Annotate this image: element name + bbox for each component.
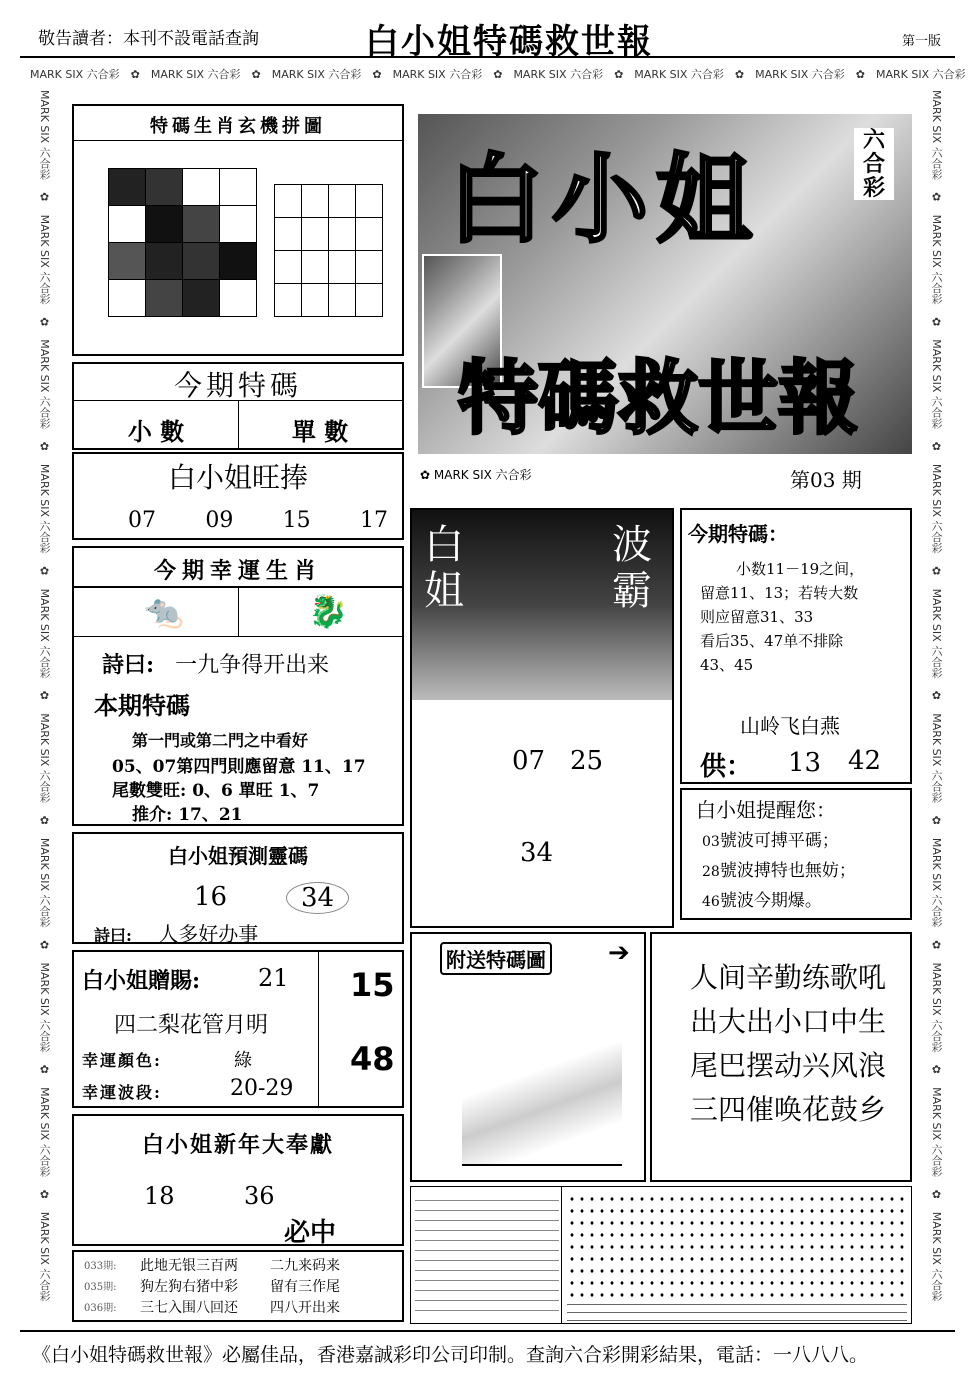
this-issue-box: [72, 362, 404, 450]
reminder-line: 28號波搏特也無妨；: [702, 861, 856, 881]
footer: [20, 1330, 955, 1372]
results-bottom-rows: [567, 1297, 907, 1321]
bo-ba-extra: 34: [520, 838, 554, 868]
zodiac-dragon-icon: 🐉: [308, 592, 348, 630]
verse-line: 三四催唤花鼓乡: [690, 1093, 887, 1126]
results-dot-grid: [567, 1193, 907, 1297]
this-issue-right: 單 數: [291, 417, 349, 446]
poem-label: 詩曰:: [102, 652, 155, 678]
supply-number: 42: [848, 746, 882, 776]
verse-lines: [690, 956, 886, 1132]
flower-icon: ✿: [420, 468, 431, 482]
this-issue-title: 今期特碼: [173, 369, 302, 402]
gift-phrase: 四二梨花管月明: [114, 1013, 269, 1038]
footer-text: 《白小姐特碼救世報》必屬佳品，香港嘉誠彩印公司印制。查詢六合彩開彩結果，電話：一八八八。: [32, 1344, 869, 1366]
tip-line: 小数11－19之间，: [736, 560, 865, 578]
attached-drawing: [462, 1014, 622, 1166]
top-border-text: MARK SIX 六合彩 ✿ MARK SIX 六合彩 ✿ MARK SIX 六合彩 ✿ MARK SIX 六合彩 ✿ MARK SIX 六合彩 ✿ MARK SIX 六合彩 ✿ MARK SIX 六合彩 ✿ MARK SIX 六合彩: [30, 68, 966, 81]
history-row: 035期: 狗左狗右猪中彩 留有三作尾: [84, 1279, 340, 1295]
must-win-stamp: 必中: [284, 1218, 337, 1248]
bo-ba-number: 25: [570, 746, 604, 776]
attached-picture-box: [410, 932, 646, 1182]
mark-six-logo: ✿ MARK SIX 六合彩: [420, 468, 532, 482]
banner: [412, 104, 918, 494]
gift-right-number: 48: [350, 1040, 395, 1078]
reminder-box: [680, 788, 912, 920]
analysis-line-1: 第一門或第二門之中看好: [132, 731, 309, 750]
lucky-color-label: 幸運顏色:: [82, 1051, 162, 1070]
poem-text: 一九争得开出来: [175, 653, 330, 678]
bo-ba-number: 07: [512, 746, 546, 776]
history-box: [72, 1250, 404, 1322]
right-border-text: MARK SIX 六合彩 ✿ MARK SIX 六合彩 ✿ MARK SIX 六合彩 ✿ MARK SIX 六合彩 ✿ MARK SIX 六合彩 ✿ MARK SIX 六合彩 ✿ MARK SIX 六合彩 ✿ MARK SIX 六合彩 ✿ MARK SIX 六合彩 ✿ MARK SIX 六合彩: [930, 90, 943, 1302]
masthead-title: 白小姐特碼救世報: [365, 22, 653, 62]
results-table: [410, 1186, 912, 1324]
attached-title: 附送特碼圖: [440, 942, 552, 975]
lucky-wave-label: 幸運波段:: [82, 1083, 162, 1102]
tip-line: 43、45: [700, 656, 754, 674]
new-year-number: 36: [244, 1182, 275, 1210]
this-issue-left: 小 數: [127, 417, 185, 446]
predict-number: 16: [194, 882, 228, 912]
lucky-zodiac-title: 今期幸運生肖: [153, 558, 322, 584]
arrow-right-icon: ➔: [608, 938, 630, 968]
tip-line: 留意11、13；若转大数: [700, 584, 859, 602]
tip-box: [680, 508, 912, 784]
verse-line: 尾巴摆动兴风浪: [690, 1049, 887, 1082]
bo-ba-left: 白姐: [424, 522, 464, 614]
number: 15: [282, 508, 311, 533]
wang-bang-title: 白小姐旺捧: [167, 461, 308, 494]
bo-ba-box: [410, 508, 674, 928]
supply-label: 供：: [700, 752, 753, 782]
predict-title: 白小姐預測靈碼: [168, 844, 308, 868]
gift-number: 21: [258, 964, 289, 992]
wang-bang-box: [72, 452, 404, 540]
analysis-line-4: 推介: 17、21: [132, 805, 243, 825]
banner-brand: 六合彩: [854, 128, 894, 200]
banner-title-1: 白小姐: [448, 143, 760, 256]
reminder-title: 白小姐提醒您：: [696, 798, 836, 822]
puzzle-grid-right: [274, 184, 383, 317]
supply-number: 13: [788, 748, 822, 778]
new-year-title: 白小姐新年大奉獻: [141, 1132, 334, 1158]
zodiac-puzzle-box: [72, 104, 404, 356]
tip-title: 今期特碼：: [688, 522, 788, 546]
edition-label: 第一版: [901, 34, 941, 49]
poem-line: [102, 648, 329, 679]
analysis-line-3: 尾數雙旺: 0、6 單旺 1、7: [112, 781, 320, 801]
number: 17: [359, 508, 388, 533]
gift-box: [72, 950, 404, 1108]
results-left-rows: [415, 1191, 559, 1319]
history-row: 033期: 此地无银三百两 二九来码来: [84, 1258, 340, 1274]
lucky-wave-value: 20-29: [230, 1076, 294, 1101]
lucky-color-value: 綠: [234, 1050, 252, 1071]
reader-notice: 敬告讀者：本刊不設電話查詢: [38, 29, 259, 49]
predict-box: [72, 832, 404, 944]
issue-number: 第03 期: [790, 468, 862, 492]
history-list: [84, 1256, 396, 1319]
lucky-zodiac-box: [72, 546, 404, 826]
predict-number: 34: [286, 882, 349, 914]
predict-poem: [94, 918, 258, 947]
gift-right-number: 15: [350, 966, 395, 1004]
new-year-box: [72, 1114, 404, 1246]
special-title: 本期特碼: [94, 691, 190, 720]
reminder-line: 46號波今期爆。: [702, 891, 822, 911]
new-year-number: 18: [144, 1182, 175, 1210]
number: 07: [128, 508, 156, 533]
puzzle-title: 特碼生肖玄機拼圖: [150, 116, 326, 137]
wang-bang-numbers: [128, 508, 388, 533]
puzzle-grid-left: [108, 168, 257, 317]
verse-box: [650, 932, 912, 1182]
poem-text: 人多好办事: [158, 922, 259, 946]
analysis-line-2: 05、07第四門則應留意 11、17: [112, 757, 366, 777]
gift-title: 白小姐贈賜:: [82, 968, 201, 994]
header-bar: [20, 14, 955, 62]
bo-ba-right: 波霸: [612, 522, 652, 614]
verse-line: 人间辛勤练歌吼: [690, 961, 887, 994]
tip-line: 看后35、47单不排除: [700, 632, 844, 650]
number: 09: [205, 508, 234, 533]
zodiac-rat-icon: 🐀: [144, 592, 184, 630]
poem-label: 詩曰:: [94, 926, 132, 945]
banner-title-2: 特碼救世報: [458, 351, 858, 445]
verse-line: 出大出小口中生: [690, 1005, 887, 1038]
left-border-text: MARK SIX 六合彩 ✿ MARK SIX 六合彩 ✿ MARK SIX 六合彩 ✿ MARK SIX 六合彩 ✿ MARK SIX 六合彩 ✿ MARK SIX 六合彩 ✿ MARK SIX 六合彩 ✿ MARK SIX 六合彩 ✿ MARK SIX 六合彩 ✿ MARK SIX 六合彩: [38, 90, 51, 1302]
tip-phrase: 山岭飞白燕: [740, 714, 840, 738]
reminder-line: 03號波可搏平碼；: [702, 831, 839, 851]
history-row: 036期: 三七入围八回还 四八开出来: [84, 1300, 340, 1316]
tip-line: 则应留意31、33: [700, 608, 814, 626]
